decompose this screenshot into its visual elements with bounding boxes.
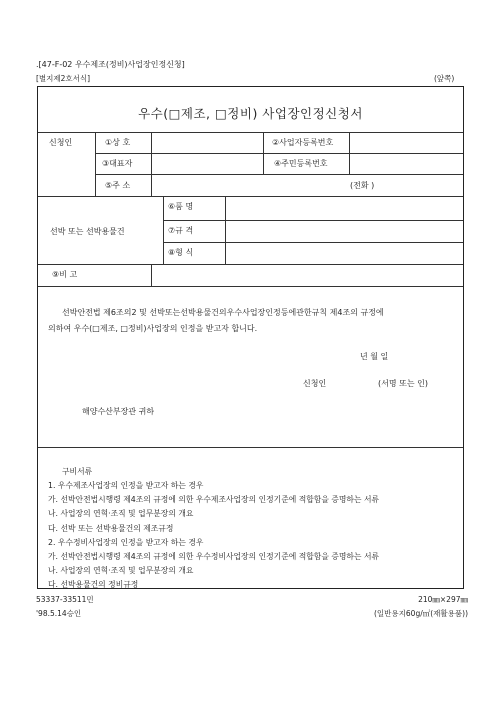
table-rule: [163, 242, 463, 243]
footer-paper-type: (일반용지60g/㎡(재활용품)): [374, 609, 468, 618]
footer-approval-date: '98.5.14승인: [36, 609, 82, 618]
table-rule: [38, 132, 463, 133]
phone-label: (전화 ): [350, 181, 375, 190]
table-rule: [38, 264, 463, 265]
footer-paper-size: 210㎜×297㎜: [418, 595, 468, 604]
business-reg-no-label: ②사업자등록번호: [272, 138, 334, 147]
spec-label: ⑦규 격: [168, 226, 194, 235]
resident-reg-no-field[interactable]: [352, 158, 460, 172]
table-rule: [38, 447, 463, 448]
resident-reg-no-label: ④주민등록번호: [274, 159, 328, 168]
table-rule: [95, 132, 96, 196]
page-side-label: (앞쪽): [434, 74, 455, 83]
remarks-field[interactable]: [154, 269, 460, 283]
table-rule: [38, 286, 463, 287]
table-rule: [151, 264, 152, 286]
address-label: ⑤주 소: [105, 181, 131, 190]
table-rule: [163, 196, 164, 264]
form-title: 우수(□제조, □정비) 사업장인정신청서: [138, 106, 363, 121]
applicant-sign-field[interactable]: [338, 376, 378, 390]
address-field[interactable]: [154, 180, 344, 194]
remarks-label: ⑨비 고: [52, 270, 78, 279]
table-rule: [225, 196, 226, 264]
business-name-field[interactable]: [154, 137, 260, 151]
statement-line-1: 선박안전법 제6조의2 및 선박또는선박용물건의우수사업장인정등에관한규칙 제4조의 규정에: [62, 308, 384, 317]
table-rule: [151, 132, 152, 196]
applicant-sign-label: 신청인: [303, 379, 327, 388]
date-line: 년 월 일: [360, 352, 389, 361]
item-name-label: ⑥품 명: [168, 202, 194, 211]
list-item: 가. 선박안전법시행령 제4조의 규정에 의한 우수정비사업장의 인정기준에 적합함을 증명하는 서류: [48, 552, 380, 562]
table-rule: [349, 132, 350, 174]
footer-code: 53337-33511민: [36, 595, 94, 604]
list-item: 다. 선박용물건의 정비규정: [48, 580, 139, 590]
form-number: [별지제2호서식]: [36, 74, 91, 83]
business-name-label: ①상 호: [105, 138, 131, 147]
addressee: 해양수산부장관 귀하: [82, 407, 155, 416]
item-name-field[interactable]: [228, 201, 460, 217]
table-rule: [263, 132, 264, 174]
signature-note: (서명 또는 인): [378, 379, 428, 388]
list-item: 1. 우수제조사업장의 인정을 받고자 하는 경우: [48, 481, 204, 490]
representative-label: ③대표자: [102, 159, 133, 168]
representative-field[interactable]: [154, 158, 260, 172]
list-item: 2. 우수정비사업장의 인정을 받고자 하는 경우: [48, 537, 204, 547]
application-form: [37, 86, 464, 589]
vessel-item-label: 선박 또는 선박용물건: [50, 227, 125, 236]
spec-field[interactable]: [228, 225, 460, 239]
documents-list: [48, 479, 379, 593]
statement-line-2: 의하여 우수(□제조, □정비)사업장의 인정을 받고자 합니다.: [48, 324, 258, 333]
business-reg-no-field[interactable]: [352, 137, 460, 151]
applicant-label: 신청인: [49, 138, 73, 147]
list-item: 나. 사업장의 연혁·조직 및 업무분장의 개요: [48, 566, 194, 576]
form-code-line: .[47-F-02 우수제조(정비)사업장인정신청]: [36, 60, 185, 69]
documents-heading: 구비서류: [62, 467, 93, 476]
list-item: 나. 사업장의 연혁·조직 및 업무분장의 개요: [48, 509, 194, 519]
model-label: ⑧형 식: [168, 248, 194, 257]
list-item: 다. 선박 또는 선박용물건의 제조규정: [48, 523, 174, 533]
model-field[interactable]: [228, 247, 460, 261]
table-rule: [38, 196, 463, 197]
table-rule: [163, 220, 463, 221]
list-item: 가. 선박안전법시행령 제4조의 규정에 의한 우수제조사업장의 인정기준에 적합함을 증명하는 서류: [48, 495, 380, 505]
